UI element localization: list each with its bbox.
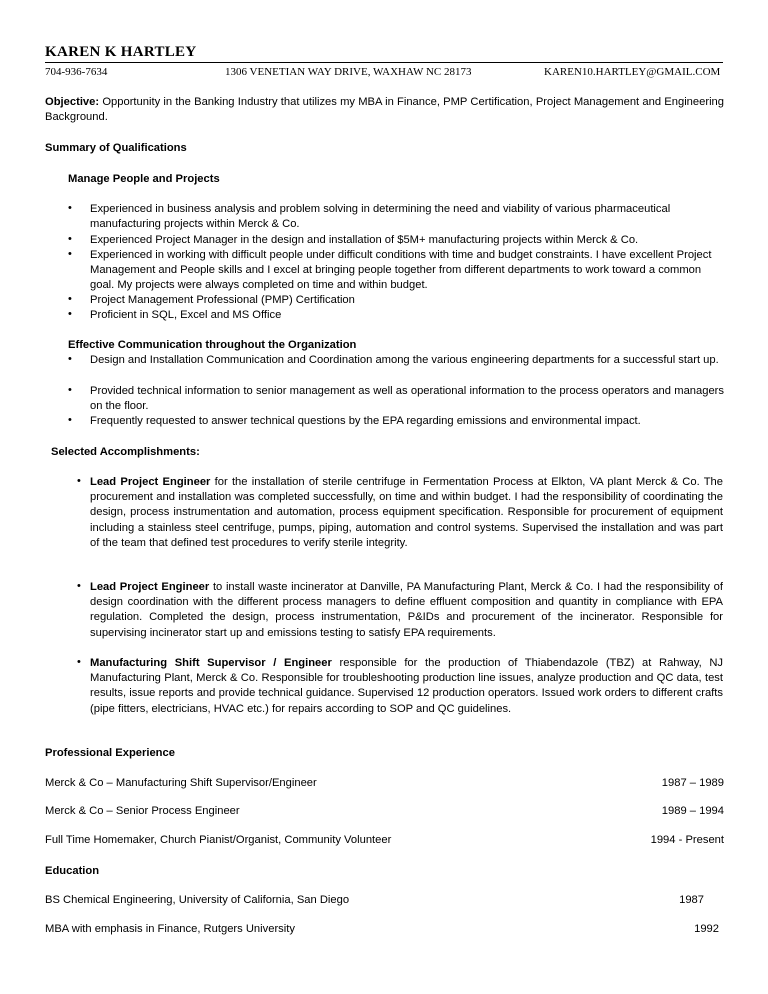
experience-role: Merck & Co – Manufacturing Shift Supervisor/Engineer [45, 777, 317, 789]
bullet-text: Provided technical information to senior management as well as operational information to the process operators and managers on the floor. [90, 385, 724, 413]
education-degree: MBA with emphasis in Finance, Rutgers University [45, 923, 295, 935]
accomplishment-body: for the installation of sterile centrifuge in Fermentation Process at Elkton, VA plant Merck & Co. The procurement and installation was completed successfully, on time and within budget. I had the responsibility of coordinating the design, process instrumentation and automation, process equipment specification. Responsible for procurement of equipment including a stainless steel centrifuge, pumps, piping, automation and control systems. Supervised the installation and was part of the team that defined test procedures to verify sterile integrity. [90, 476, 723, 549]
education-year: 1987 [679, 894, 704, 906]
bullet-icon: • [77, 475, 81, 487]
bullet-text: Experienced in working with difficult people under difficult conditions with time and budget constraints. I have excellent Project Management and People skills and I excel at bringing people together from different departments to work toward a common goal. My projects were always completed on time and within budget. [90, 249, 712, 292]
education-year: 1992 [694, 923, 719, 935]
objective [45, 95, 724, 125]
bullet-icon: • [68, 233, 72, 245]
bullet-icon: • [68, 414, 72, 426]
experience-role: Merck & Co – Senior Process Engineer [45, 805, 240, 817]
phone: 704-936-7634 [45, 66, 108, 78]
accomplishments-heading: Selected Accomplishments: [51, 446, 200, 458]
accomplishment-title: Lead Project Engineer [90, 581, 210, 593]
bullet-icon: • [77, 656, 81, 668]
bullet-text: Experienced in business analysis and problem solving in determining the need and viability of various pharmaceutical manufacturing projects within Merck & Co. [90, 203, 671, 231]
experience-row [45, 777, 724, 792]
bullet-icon: • [68, 384, 72, 396]
bullet-icon: • [68, 248, 72, 260]
education-degree: BS Chemical Engineering, University of California, San Diego [45, 894, 350, 906]
education-row [45, 923, 724, 938]
education-heading: Education [45, 865, 100, 877]
education-row [45, 894, 724, 909]
bullet-icon: • [68, 293, 72, 305]
section-title-manage: Manage People and Projects [68, 173, 220, 185]
accomplishment-body: to install waste incinerator at Danville, PA Manufacturing Plant, Merck & Co. I had the responsibility of design coordination with the different process managers to define effluent composition and quantity in compliance with EPA regulation. Completed the design, process instrumentation, P&IDs and procurement of the incinerator. Responsible for supervising incinerator start up and emissions testing to satisfy EPA requirements. [90, 581, 724, 639]
experience-heading: Professional Experience [45, 747, 175, 759]
accomplishment-text [90, 656, 723, 717]
bullet-icon: • [68, 202, 72, 214]
email: KAREN10.HARTLEY@GMAIL.COM [544, 66, 721, 78]
objective-label: Objective: [45, 96, 100, 108]
accomplishment-title: Lead Project Engineer [90, 476, 211, 488]
experience-row [45, 805, 724, 820]
bullet-icon: • [68, 353, 72, 365]
bullet-icon: • [68, 308, 72, 320]
bullet-text: Proficient in SQL, Excel and MS Office [90, 309, 282, 321]
summary-heading: Summary of Qualifications [45, 142, 187, 154]
address: 1306 VENETIAN WAY DRIVE, WAXHAW NC 28173 [225, 66, 472, 78]
bullet-text: Frequently requested to answer technical questions by the EPA regarding emissions and environmental impact. [90, 415, 641, 427]
experience-dates: 1987 – 1989 [661, 777, 724, 789]
candidate-name: KAREN K HARTLEY [45, 44, 197, 60]
accomplishment-body: responsible for the production of Thiabendazole (TBZ) at Rahway, NJ Manufacturing Plant, Merck & Co. Responsible for troubleshooting production line issues, analyze production and QC data, test results, issue reports and provide technical guidance. Supervised 12 production operators. Issued work orders to different crafts (pipe fitters, electricians, HVAC etc.) for repairs according to SOP and QC guidelines. [90, 657, 723, 715]
experience-dates: 1989 – 1994 [661, 805, 724, 817]
accomplishment-text [90, 475, 723, 551]
bullet-text: Design and Installation Communication and Coordination among the various engineering departments for a successful start up. [90, 354, 719, 366]
objective-text: Opportunity in the Banking Industry that utilizes my MBA in Finance, PMP Certification, Project Management and Engineering Background. [45, 96, 724, 124]
accomplishment-title: Manufacturing Shift Supervisor / Engineer [90, 657, 332, 669]
bullet-icon: • [77, 580, 81, 592]
bullet-text: Project Management Professional (PMP) Certification [90, 294, 355, 306]
experience-dates: 1994 - Present [650, 834, 724, 846]
experience-role: Full Time Homemaker, Church Pianist/Organist, Community Volunteer [45, 834, 392, 846]
experience-row [45, 834, 724, 849]
accomplishment-text [90, 580, 723, 641]
bullet-text: Experienced Project Manager in the design and installation of $5M+ manufacturing projects within Merck & Co. [90, 234, 639, 246]
header-rule [45, 62, 723, 63]
section-title-communication: Effective Communication throughout the Organization [68, 339, 357, 351]
